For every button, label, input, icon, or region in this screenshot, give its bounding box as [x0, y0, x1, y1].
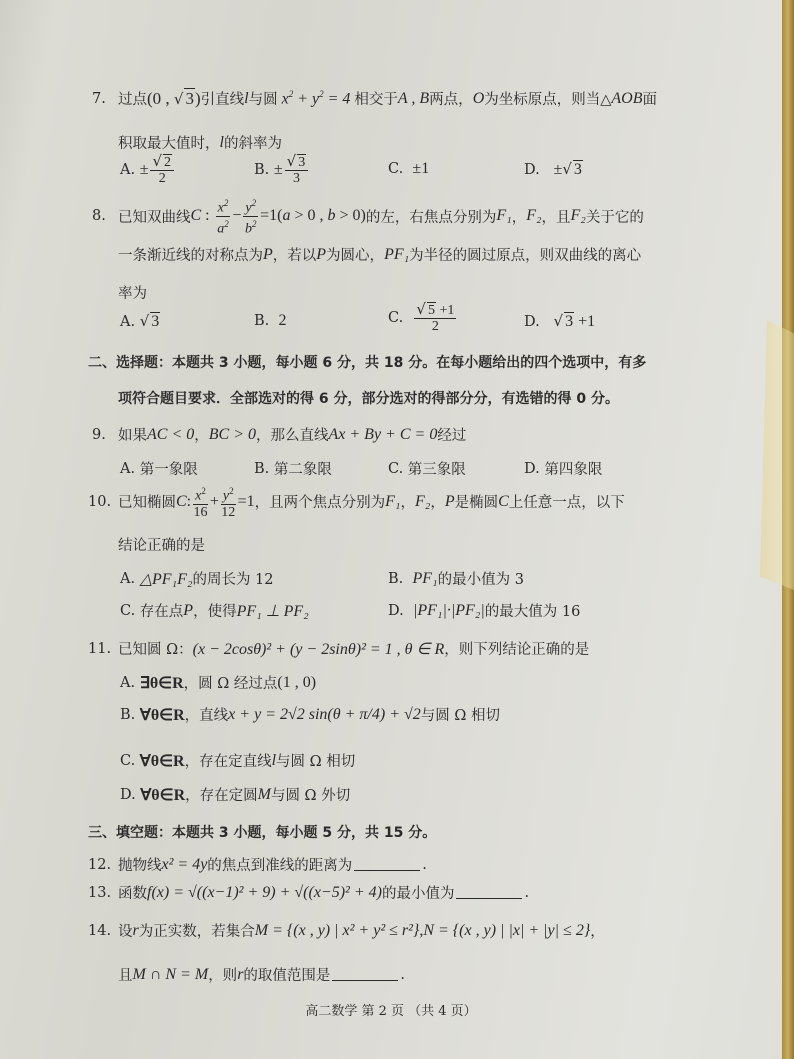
q14-text: ， [590, 924, 605, 940]
question-number: 10. [88, 493, 112, 510]
q10-text: ，且两个焦点分别为 [254, 495, 386, 512]
option-label: B. [254, 460, 270, 477]
question-number: 7. [92, 90, 106, 107]
q7-var-l: l [244, 89, 249, 107]
q14-set-m: M = {(x , y) | x² + y² ≤ r²} [254, 921, 420, 939]
option-label: A. [120, 674, 136, 691]
q7-triangle: AOB [611, 89, 643, 107]
q10-text: 是椭圆 [454, 495, 499, 512]
q14-text: , [419, 921, 424, 939]
q8-text: 关于它的 [585, 209, 644, 226]
option-math: PF₁ ⊥ PF₂ [236, 602, 309, 620]
q8-text: 为半径的圆过原点，则双曲线的离心 [409, 248, 642, 264]
option-text: ±1 [412, 160, 430, 177]
q8-f1: F₁ [496, 207, 512, 225]
q7-text: 面 [642, 92, 658, 108]
question-number: 12. [88, 856, 112, 873]
q9-text: 经过 [437, 428, 467, 444]
option-label: B. [254, 313, 270, 329]
option-math: x + y = 2√2 sin(θ + π/4) + √2 [228, 705, 421, 723]
q7-option-d[interactable]: D. ±√ 3 [524, 160, 582, 178]
option-math: (1 , 0) [277, 673, 317, 691]
fraction-sqrt5-plus1-over-2: $\frac{√ 5 +1}{2}$ [416, 300, 455, 334]
option-label: C. [120, 602, 136, 619]
option-label: D. [388, 602, 404, 619]
q12-parabola-eq: x² = 4y [161, 855, 208, 873]
section-3-heading [88, 822, 436, 842]
q10-option-a[interactable] [120, 568, 274, 589]
fraction-sqrt2-over-2: $\frac{√ 2}{2}$ [150, 154, 174, 186]
option-label: A. [120, 162, 136, 178]
q7-origin: O [472, 89, 485, 107]
fraction-x2-a2: $\frac{x^2}{a^2}$ [217, 198, 229, 237]
question-number: 14. [88, 922, 112, 939]
option-text: 2 [278, 312, 287, 329]
section-2-heading-line2 [118, 388, 619, 408]
q14-var-r: r [132, 921, 139, 939]
option-label: D. [524, 460, 540, 477]
q11-option-a[interactable] [120, 672, 316, 693]
section-heading-text: 项符合题目要求．全部选对的得 6 分，部分选对的得部分分，有选错的得 0 分。 [118, 391, 619, 407]
answer-blank-12[interactable] [354, 858, 420, 871]
option-text: 的周长为 12 [192, 572, 274, 588]
q11-text: ，则下列结论正确的是 [444, 642, 590, 658]
question-9 [92, 424, 466, 445]
question-8: 8. 已知双曲线 C : $\frac{x^2}{a^2}$ − $\frac{y^2}{b^2}$ =1(a > 0 , b > 0) 的左，右焦点分别为 F₁ ， F₂ ，且 F₂ 关于它的 [92, 198, 644, 237]
option-label: C. [388, 460, 404, 477]
option-text: ，直线 [184, 708, 229, 724]
option-text: 第二象限 [273, 462, 332, 478]
q10-text: 结论正确的是 [118, 538, 205, 554]
fraction-sqrt3-over-3: $\frac{√ 3}{3}$ [285, 154, 309, 186]
question-8-line2 [118, 244, 641, 265]
option-var-l: l [271, 751, 277, 769]
page-footer: 高二数学 第 2 页 （共 4 页） [305, 1004, 477, 1019]
q11-text: 已知圆 Ω： [118, 642, 193, 658]
q8-text: 为圆心， [326, 248, 385, 264]
q7-text: 相交于 [354, 92, 398, 108]
option-label: B. [388, 570, 404, 587]
q7-point: (0 , √ 3) [147, 88, 201, 108]
q14-var-r: r [237, 965, 244, 983]
q8-var-p: P [316, 245, 327, 263]
q14-text: 设 [118, 924, 133, 940]
option-var-p: P [183, 601, 194, 619]
option-quantifier: ∀θ∈R [140, 786, 186, 804]
q7-text: 为坐标原点，则当△ [484, 92, 612, 108]
q8-f2: F₂ [570, 207, 586, 225]
question-8-line3 [118, 282, 147, 303]
q9-condition-2: BC > 0 [208, 425, 256, 443]
q12-text: 的焦点到准线的距离为 [207, 858, 353, 874]
option-label: B. [120, 706, 136, 723]
q11-option-b[interactable] [120, 704, 500, 725]
q7-option-c[interactable] [388, 160, 429, 178]
q7-text: 的斜率为 [223, 136, 282, 152]
section-heading-text: 二、选择题：本题共 3 小题，每小题 6 分，共 18 分。在每小题给出的四个选项中，有多 [88, 355, 647, 371]
q9-condition-1: AC < 0 [147, 425, 195, 443]
question-number: 9. [92, 426, 106, 443]
question-14 [88, 920, 605, 941]
option-var-m: M [257, 785, 271, 803]
option-quantifier: ∀θ∈R [139, 706, 185, 724]
option-text: 与圆 Ω 相切 [276, 754, 356, 770]
q8-pf1: PF₁ [384, 245, 410, 263]
q12-text: 抛物线 [118, 858, 162, 874]
q10-f2: F₂ [414, 492, 431, 510]
q13-text: 的最小值为 [381, 886, 455, 902]
q10-text: ， [430, 495, 445, 512]
question-10-line2 [118, 534, 205, 555]
q14-text: 且 [118, 968, 133, 984]
option-label: D. [524, 161, 540, 178]
option-text: 第四象限 [544, 462, 603, 478]
option-math: |PF₁|·|PF₂| [412, 601, 485, 619]
option-text: 第三象限 [407, 462, 466, 478]
section-heading-text: 三、填空题：本题共 3 小题，每小题 5 分，共 15 分。 [88, 825, 437, 841]
option-label: C. [388, 161, 404, 177]
question-number: 8. [92, 208, 106, 225]
q11-option-c[interactable] [120, 750, 355, 771]
option-text: ，存在定圆 [185, 788, 258, 804]
option-text: ，存在定直线 [184, 754, 272, 770]
question-number: 13. [88, 884, 112, 901]
q8-text: 已知双曲线 [118, 209, 191, 226]
q14-text: . [400, 966, 406, 983]
option-quantifier: ∀θ∈R [139, 752, 185, 770]
q8-text: 一条渐近线的对称点为 [118, 248, 263, 264]
option-text: 与圆 Ω 外切 [270, 788, 351, 804]
q9-option-a[interactable] [120, 458, 198, 479]
q14-text: ，则 [208, 968, 238, 984]
q10-option-d[interactable] [388, 600, 580, 621]
q9-text: 如果 [118, 428, 147, 444]
q8-option-d[interactable]: D. √ 3 +1 [524, 312, 596, 330]
q11-circle-eq: (x − 2cosθ)² + (y − 2sinθ)² = 1 , θ ∈ R [192, 640, 445, 658]
option-text: ，圆 Ω 经过点 [183, 676, 278, 692]
q14-text: 的取值范围是 [243, 968, 331, 984]
question-12 [88, 854, 427, 875]
fraction-y2-12: $\frac{y^2}{12}$ [221, 486, 236, 520]
q9-text: ，那么直线 [256, 428, 329, 444]
option-text: 与圆 Ω 相切 [420, 708, 501, 724]
option-label: D. [524, 313, 540, 330]
q13-text: . [524, 884, 530, 901]
q8-text: ，且 [541, 209, 571, 226]
q8-var-c: C [190, 207, 202, 225]
q9-text: ， [194, 428, 209, 444]
option-label: A. [120, 460, 136, 477]
q11-option-d[interactable] [120, 784, 350, 805]
question-7 [92, 88, 657, 109]
q8-option-b[interactable] [254, 312, 286, 330]
q8-var-p: P [263, 245, 273, 263]
q10-text: 已知椭圆 [118, 495, 176, 512]
q10-f1: F₁ [385, 492, 401, 510]
q10-var-p: P [444, 492, 455, 510]
q8-f2: F₂ [526, 207, 542, 225]
q10-option-c[interactable] [120, 600, 309, 621]
q7-text: 引直线 [200, 92, 245, 108]
question-13 [88, 882, 529, 903]
q14-condition: M ∩ N = M [132, 965, 209, 983]
q9-option-b[interactable] [254, 458, 332, 479]
q14-text: 为正实数，若集合 [138, 924, 255, 940]
option-label: A. [120, 570, 136, 587]
q10-var-c: C [176, 492, 187, 510]
q9-option-d[interactable] [524, 458, 602, 479]
question-10: 10. 已知椭圆 C : $\frac{x^2}{16}$ + $\frac{y^2}{12}$ =1 ，且两个焦点分别为 F₁ ， F₂ ， P 是椭圆 C 上任意一点，以下 [88, 486, 625, 520]
q7-text: 两点， [429, 92, 473, 108]
q13-text: 函数 [118, 886, 147, 902]
q7-option-a[interactable]: A. ± $\frac{√ 2}{2}$ [120, 154, 176, 186]
q14-set-n: N = {(x , y) | |x| + |y| ≤ 2} [423, 921, 591, 939]
q7-option-b[interactable]: B. ± $\frac{√ 3}{3}$ [254, 154, 310, 186]
q7-text: 与圆 [248, 92, 278, 108]
option-math: △PF₁F₂ [139, 570, 193, 588]
q9-option-c[interactable] [388, 458, 466, 479]
option-label: D. [120, 786, 136, 803]
option-text: 存在点 [139, 604, 184, 620]
q7-text: 过点 [118, 92, 147, 108]
answer-blank-13[interactable] [456, 886, 522, 899]
question-11 [88, 638, 589, 659]
fraction-x2-16: $\frac{x^2}{16}$ [193, 486, 208, 520]
option-text: 的最小值为 3 [437, 572, 524, 588]
q13-function-eq: f(x) = √((x−1)² + 9) + √((x−5)² + 4) [147, 883, 382, 901]
q7-text: 积取最大值时， [118, 136, 220, 152]
q10-option-b[interactable] [388, 568, 524, 589]
q12-text: . [422, 856, 427, 873]
q8-option-a[interactable]: A. √ 3 [120, 312, 160, 330]
option-label: C. [120, 752, 136, 769]
q10-var-c: C [498, 492, 509, 510]
option-label: B. [254, 162, 270, 178]
question-14-line2 [118, 964, 405, 985]
q7-var-l: l [219, 133, 224, 151]
option-text: 第一象限 [139, 462, 198, 478]
q7-circle-eq: $x^2 + y^2 = 4$ [277, 88, 355, 108]
section-2-heading [88, 352, 646, 372]
q8-text: ，若以 [272, 248, 317, 264]
option-text: 的最大值为 16 [484, 604, 581, 620]
q8-option-c[interactable] [388, 302, 458, 334]
q8-text: 的左，右焦点分别为 [365, 209, 497, 226]
q8-text: 率为 [118, 286, 147, 302]
option-label: A. [120, 313, 136, 330]
option-math: PF₁ [412, 569, 438, 587]
fraction-y2-b2: $\frac{y^2}{b^2}$ [244, 198, 257, 237]
q7-points-ab: A , B [397, 89, 430, 107]
q10-text: 上任意一点，以下 [508, 495, 625, 512]
question-7-line2 [118, 132, 282, 153]
answer-blank-14[interactable] [332, 968, 398, 981]
option-text: ，使得 [193, 604, 237, 620]
q9-line-eq: Ax + By + C = 0 [328, 425, 438, 443]
question-number: 11. [88, 640, 112, 657]
option-quantifier: ∃θ∈R [139, 674, 184, 692]
option-label: C. [388, 310, 404, 326]
